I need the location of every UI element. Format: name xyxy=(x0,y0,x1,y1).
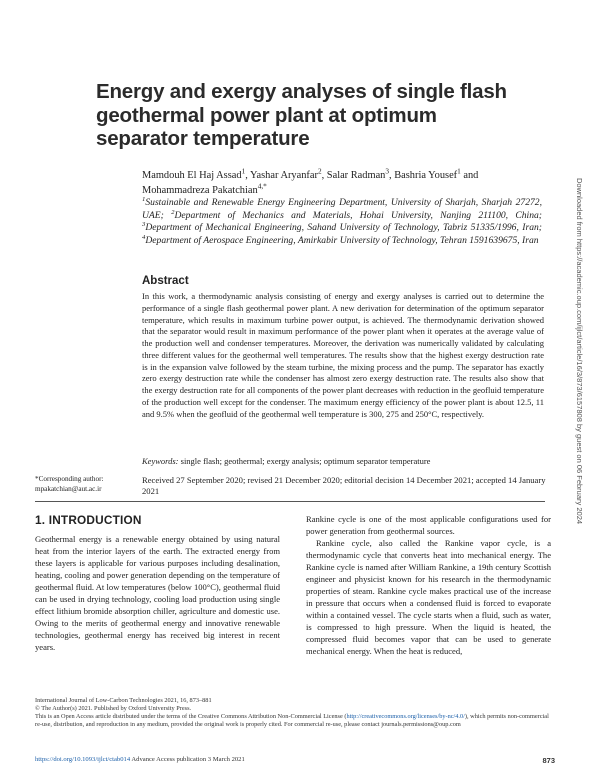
abstract-heading: Abstract xyxy=(142,275,189,287)
keywords xyxy=(142,456,544,467)
download-watermark xyxy=(575,178,590,638)
intro-paragraph: Geothermal energy is a renewable energy obtained by using natural heat from the interior layers of the earth. The extracted energy from these layers is applicable for various purposes including desalination, heating, cooling and power generation depending on the temperature of geothermal fluid. At low temperatures (below 100°C), geothermal fluid can be used in drying technology, cooling load production using single effect lithium bromide absorption chiller, agriculture and domestic use. Owing to the merits of geothermal energy and innovative renewable technologies, geothermal energy has received big interest in recent years. xyxy=(35,534,280,652)
keywords-text: single flash; geothermal; exergy analysis; optimum separator temperature xyxy=(180,456,431,466)
advance-access: Advance Access publication 3 March 2021 xyxy=(130,756,245,763)
intro-left-column xyxy=(35,533,280,653)
affiliation: $^2$Department of Mechanics and Materials, Hohai University, Nanjing 211100, China; xyxy=(171,208,542,221)
section-heading-introduction: 1. INTRODUCTION xyxy=(35,513,142,527)
copyright-line: © The Author(s) 2021. Published by Oxford University Press. xyxy=(35,704,192,712)
doi-line xyxy=(35,756,555,763)
section-divider xyxy=(35,501,545,502)
article-dates: Received 27 September 2020; revised 21 December 2020; editorial decision 14 December 2021; accepted 14 January 2021 xyxy=(142,475,546,496)
download-note: Downloaded from https://academic.oup.com/ijlct/article/16/3/873/6157808 by guest on 06 February 2024 xyxy=(575,178,584,525)
doi-link[interactable]: https://doi.org/10.1093/ijlct/ctab014 xyxy=(35,756,131,763)
page-number: 873 xyxy=(542,756,555,765)
affiliations xyxy=(142,197,542,247)
author-list: Mamdouh El Haj Assad$^1$, Yashar Aryanfar$^2$, Salar Radman$^3$, Bashria Yousef$^1$ and Mohammadreza Pakatchian$^{4,*}$ xyxy=(142,167,479,196)
page-footer xyxy=(35,697,555,729)
abstract-text: In this work, a thermodynamic analysis consisting of energy and exergy analyses is carried out to determine the performance of a single flash geothermal power plant. A new derivation for determination of the optimum separator temperature, which results in maximum turbine power output, is achieved. The thermodynamic derivation showed that the separator would result in maximum performance of the power plant when it operates at the average value of the production well and condenser temperatures. Moreover, the derivation was numerically validated by calculating three different values for the geothermal well temperatures. The results show that the highest exergy destruction rate is in the expansion valve followed by the steam turbine, the mixing process and the pump. The separator has exactly zero exergy destruction rate while the condenser has almost zero exergy destruction rate. The results also show that the exergy destruction rate for all components of the power plant decreases with reduction in the geofluid temperature of the production well except for the condenser. The maximum energy efficiency of the power plant is about 12.5, 11 and 9.5% when the geofluid of the geothermal well temperature is 300, 275 and 250°C, respectively. xyxy=(142,291,544,419)
affiliation: $^4$Department of Aerospace Engineering, Amirkabir University of Technology, Tehran 1591639675, Iran xyxy=(142,233,539,246)
author-name: Mohammadreza Pakatchian$^{4,*}$ xyxy=(142,182,267,196)
author-name: Mamdouh El Haj Assad$^1$ xyxy=(142,167,246,181)
license-link[interactable]: http://creativecommons.org/licenses/by-nc/4.0/ xyxy=(346,712,465,720)
author-name: Bashria Yousef$^1$ xyxy=(394,167,461,181)
author-name: Salar Radman$^3$ xyxy=(326,167,390,181)
author-name: Yashar Aryanfar$^2$ xyxy=(250,167,322,181)
article-title: Energy and exergy analyses of single flash geothermal power plant at optimum separator temperature xyxy=(96,80,507,150)
intro-paragraph: Rankine cycle is one of the most applicable configurations used for power generation from geothermal sources. xyxy=(306,514,551,536)
affiliation: $^1$Sustainable and Renewable Energy Engineering Department, University of Sharjah, Sharjah 27272, UAE; xyxy=(142,195,542,221)
intro-paragraph: Rankine cycle, also called the Rankine vapor cycle, is a thermodynamic cycle that converts heat into mechanical energy. The Rankine cycle is named after William Rankine, a 19th century Scottish engineer and physicist known for his research in the thermodynamic properties of steam. Rankine cycle makes practical use of the increase in pressure that occurs when a condensed fluid is forced to evaporate within a contained vessel. The cycle starts when a fluid, such as water, is compressed to high pressure. When the liquid is heated, the compressed fluid becomes vapor that can be used to generate mechanical energy. When the heat is reduced, xyxy=(306,538,551,656)
corresponding-author-note: *Corresponding author: mpakatchian@aut.ac.ir xyxy=(35,475,104,493)
affiliation: $^3$Department of Mechanical Engineering, Sahand University of Technology, Tabriz 51335/1996, Iran; xyxy=(142,221,542,234)
intro-right-column xyxy=(306,513,551,657)
journal-citation: International Journal of Low-Carbon Technologies 2021, 16, 873–881 xyxy=(35,697,212,704)
keywords-label: Keywords: xyxy=(142,456,179,466)
license-text: This is an Open Access article distributed under the terms of the Creative Commons Attribution Non-Commercial License (http://creativecommons.org/licenses/by-nc/4.0/), which permits non-commercial re-use, distribution, and reproduction in any medium, provided the original work is properly cited. For commercial re-use, please contact journals.permissions@oup.com xyxy=(35,712,549,728)
